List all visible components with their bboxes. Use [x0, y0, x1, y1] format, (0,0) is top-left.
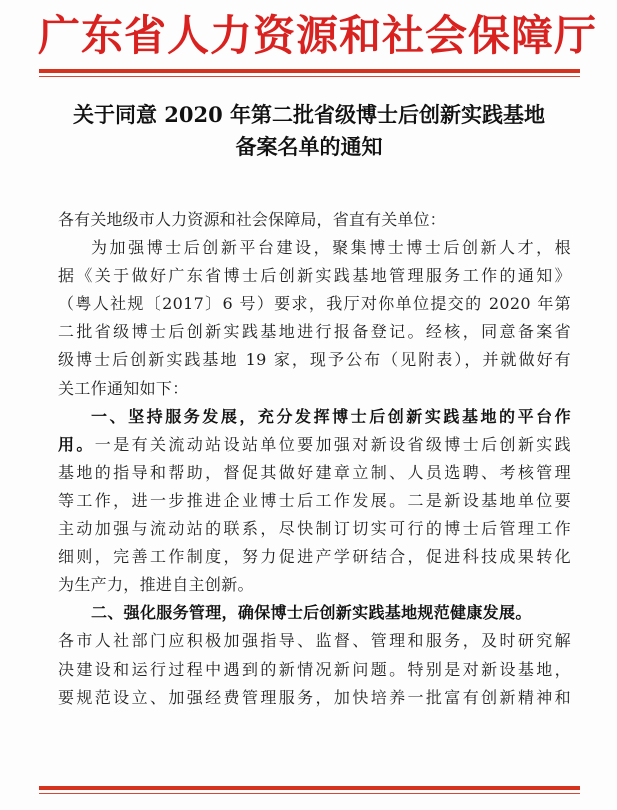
- section-1-line-2: [58, 431, 571, 459]
- footer-rule-thin: [39, 793, 580, 794]
- intro-paragraph: [58, 234, 571, 403]
- intro-line-4: 二批省级博士后创新实践基地进行报备登记。经核，同意备案省: [58, 322, 571, 342]
- notice-title: [48, 99, 570, 163]
- intro-line-2: 据《关于做好广东省博士后创新实践基地管理服务工作的通知》: [58, 266, 571, 286]
- section-2-line-4: 要规范设立、加强经费管理服务，加快培养一批富有创新精神和: [58, 687, 571, 707]
- section-2-line-2: 各市人社部门应积极加强指导、监督、管理和服务，及时研究解: [58, 631, 571, 651]
- section-1-heading-end: 用。: [58, 434, 95, 454]
- notice-body: [58, 206, 571, 712]
- intro-line-5: 级博士后创新实践基地 19 家，现予公布（见附表），并就做好有: [58, 350, 571, 370]
- footer-rule-thick: [39, 786, 580, 790]
- section-1-line-6: 细则，完善工作制度，努力促进产学研结合，促进科技成果转化: [58, 547, 571, 567]
- agency-name: 广东省人力资源和社会保障厅: [38, 11, 598, 60]
- intro-line-3: （粤人社规〔2017〕6 号）要求，我厅对你单位提交的 2020 年第: [58, 294, 571, 314]
- section-1-line-2-text: 一是有关流动站设站单位要加强对新设省级博士后创新实践: [94, 434, 571, 454]
- section-1-line-5: 主动加强与流动站的联系，尽快制订切实可行的博士后管理工作: [58, 519, 571, 539]
- section-1-line-7: 为生产力，推进自主创新。: [58, 575, 254, 595]
- section-1-heading-line-1: 一、坚持服务发展，充分发挥博士后创新实践基地的平台作: [91, 406, 571, 426]
- section-2-heading: 二、强化服务管理，确保博士后创新实践基地规范健康发展。: [91, 603, 532, 623]
- intro-line-1: 为加强博士后创新平台建设，聚集博士博士后创新人才，根: [91, 238, 571, 258]
- section-2-paragraph: [58, 599, 571, 711]
- letterhead-rule-thick: [39, 69, 580, 73]
- letterhead: [0, 0, 617, 82]
- notice-title-line-1: 关于同意 2020 年第二批省级博士后创新实践基地: [72, 102, 546, 127]
- section-1-line-4: 等工作，进一步推进企业博士后工作发展。二是新设基地单位要: [58, 490, 571, 510]
- section-1-line-3: 基地的指导和帮助，督促其做好建章立制、人员选聘、考核管理: [58, 462, 571, 482]
- salutation-paragraph: [58, 206, 571, 234]
- section-2-line-3: 决建设和运行过程中遇到的新情况新问题。特别是对新设基地，: [58, 659, 571, 679]
- section-1-paragraph: [58, 403, 571, 600]
- notice-title-line-2: 备案名单的通知: [235, 134, 383, 159]
- intro-line-6: 关工作通知如下：: [58, 378, 189, 398]
- letterhead-rule-thin: [39, 76, 580, 77]
- salutation: 各有关地级市人力资源和社会保障局，省直有关单位：: [58, 210, 446, 229]
